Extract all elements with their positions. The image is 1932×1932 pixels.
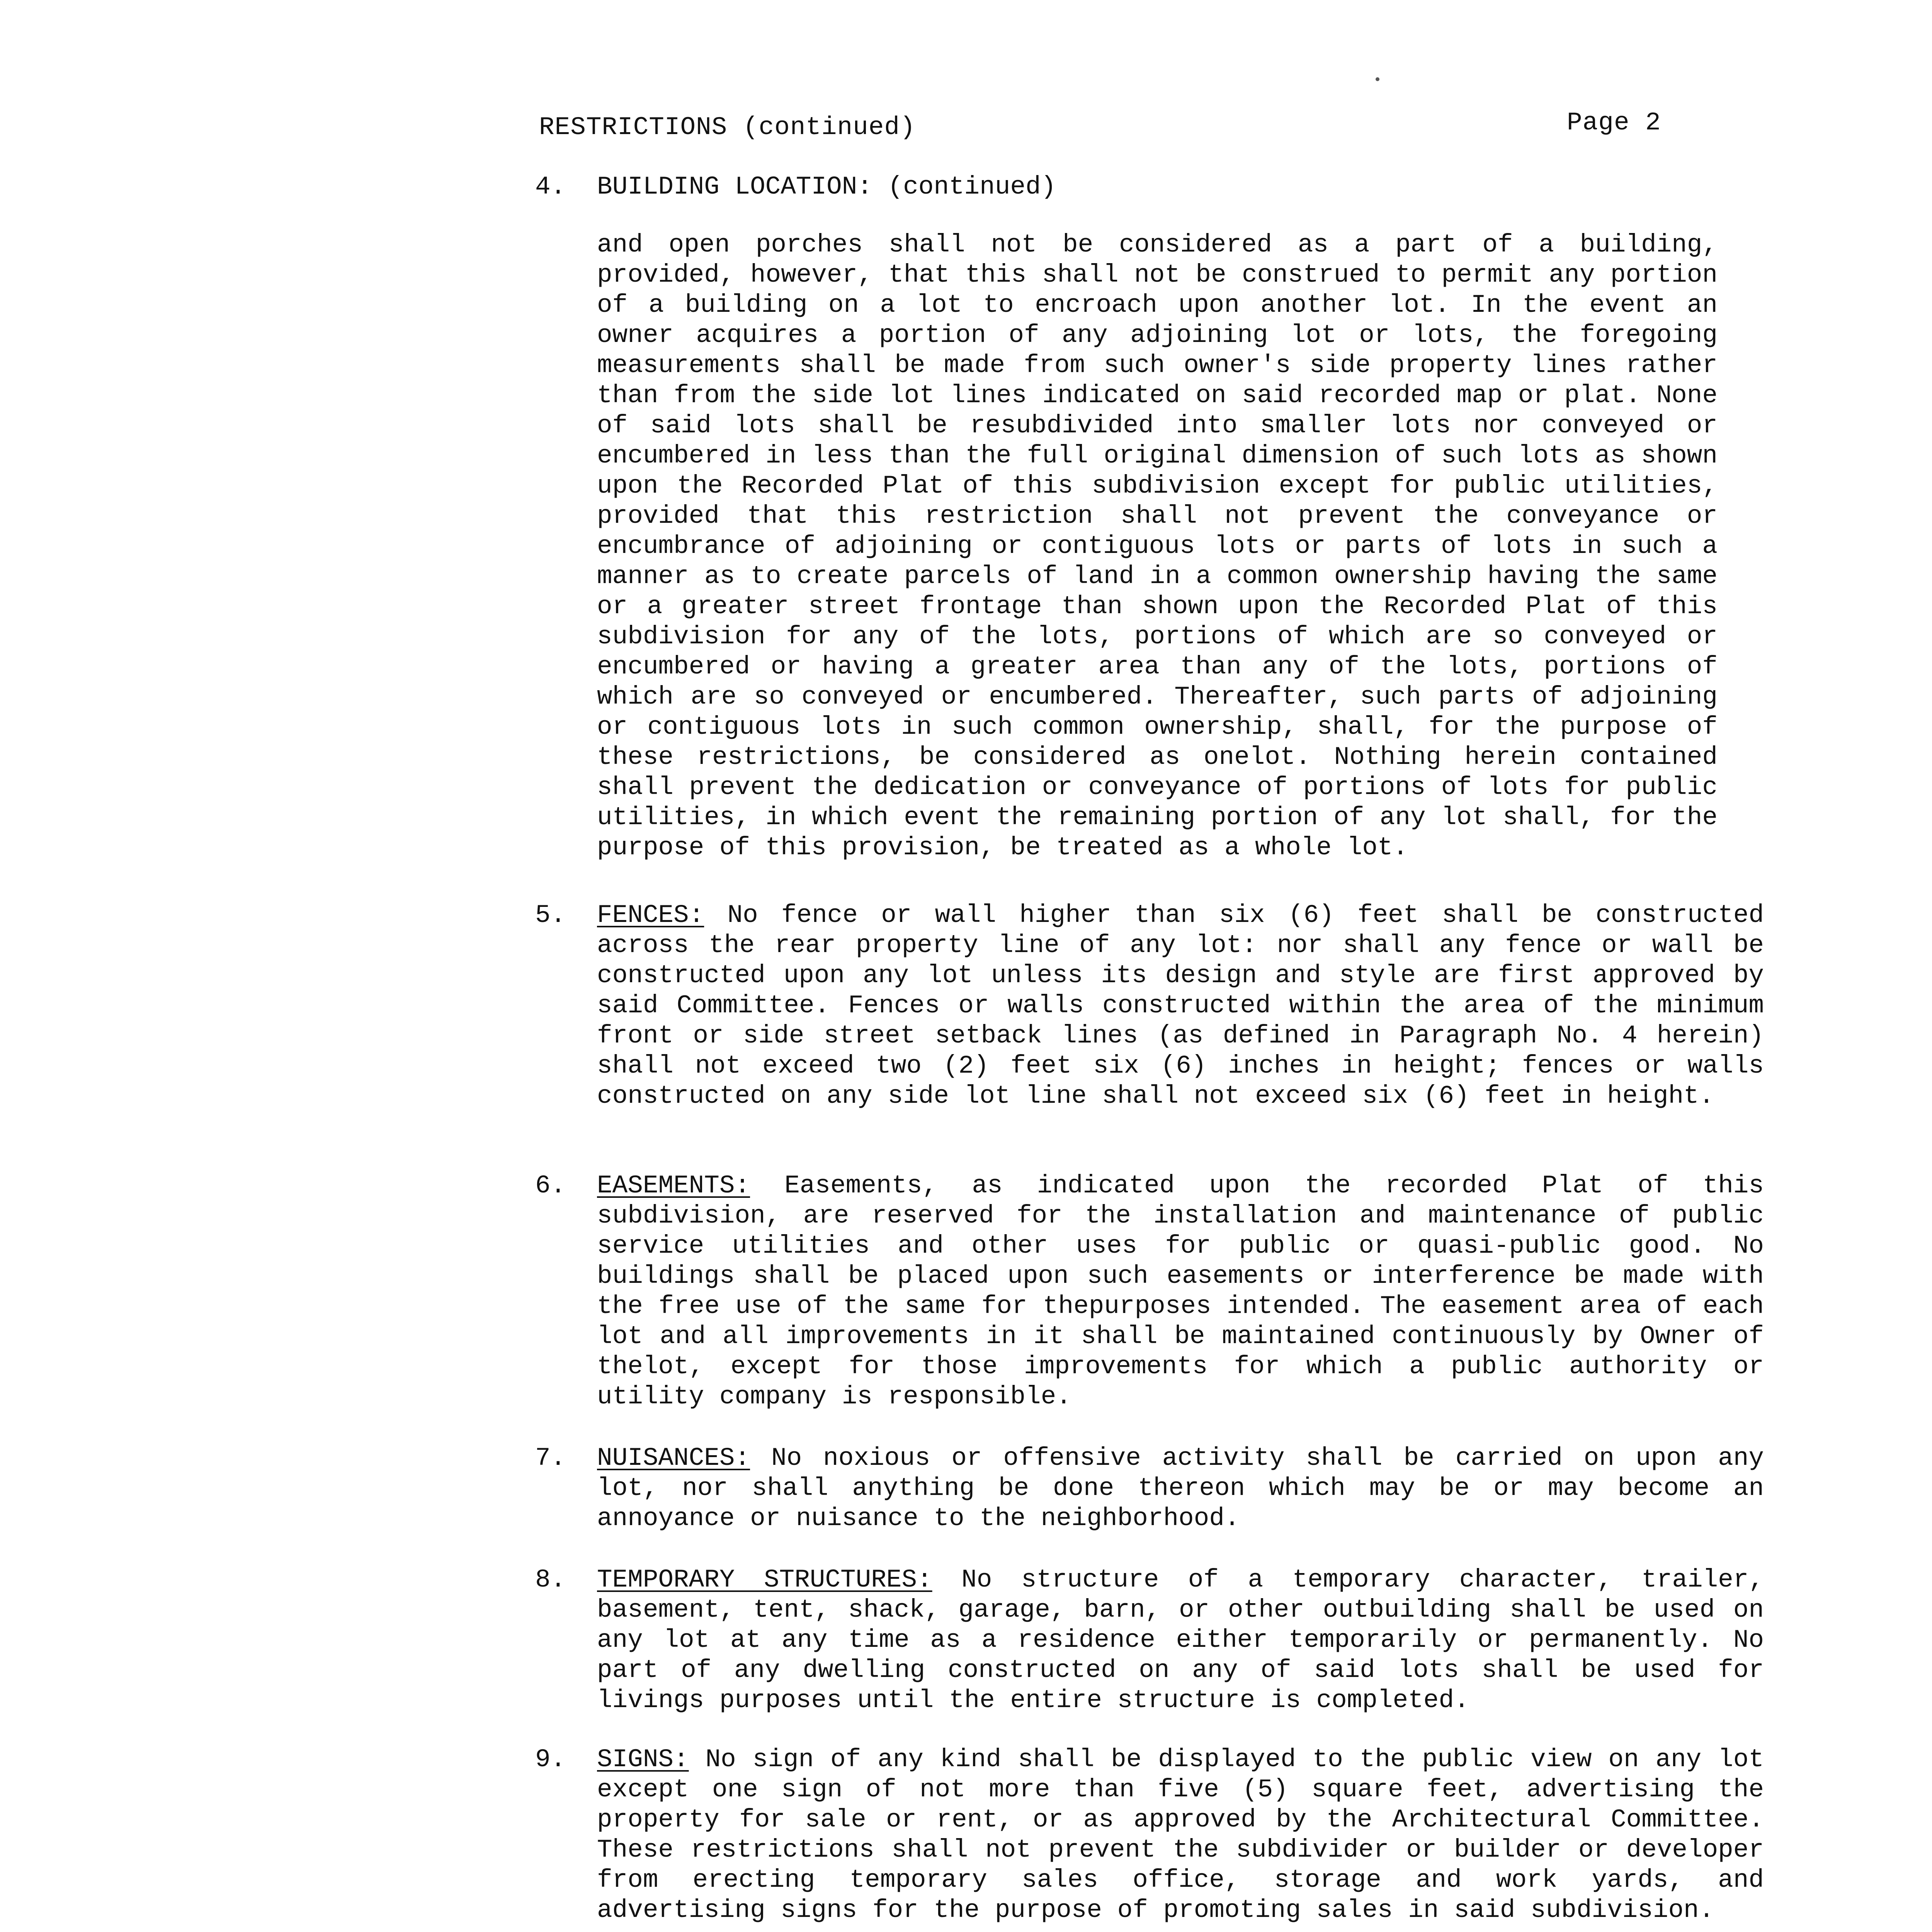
running-header: RESTRICTIONS (continued) [539,113,916,142]
section-heading: FENCES: [597,901,704,930]
section-body: No structure of a temporary character, trailer, basement, tent, shack, garage, barn, or other outbuilding shall be used on any lot at any time as a residence either temporarily or permanently. No part of any dwelling constructed on any of said lots shall be used for livings purposes until the entire structure is completed. [597,1565,1764,1715]
section-number: 9. [535,1745,566,1774]
section-heading: TEMPORARY STRUCTURES: [597,1565,932,1594]
section-number: 8. [535,1565,566,1594]
section-body: No noxious or offensive activity shall be carried on upon any lot, nor shall anything be done thereon which may be or may become an annoyance or nuisance to the neighborhood. [597,1444,1764,1533]
section-number: 5. [535,901,566,930]
scan-speck [1376,77,1379,81]
section-heading: EASEMENTS: [597,1171,750,1200]
section-body: and open porches shall not be considered as a part of a building, provided, however, that this shall not be construed to permit any portion of a building on a lot to encroach upon another lot. In the event an owner acquires a portion of any adjoining lot or lots, the foregoing measurements shall be made from such owner's side property lines rather than from the side lot lines indicated on said recorded map or plat. None of said lots shall be resubdivided into smaller lots nor conveyed or encumbered in less than the full original dimension of such lots as shown upon the Recorded Plat of this subdivision except for public utilities, provided that this restriction shall not prevent the conveyance or encumbrance of adjoining or contiguous lots or parts of lots in such a manner as to create parcels of land in a common ownership having the same or a greater street frontage than shown upon the Recorded Plat of this subdivision for any of the lots, portions of which are so conveyed or encumbered or having a greater area than any of the lots, portions of which are so conveyed or encumbered. Thereafter, such parts of adjoining or contiguous lots in such common ownership, shall, for the purpose of these restrictions, be considered as onelot. Nothing herein contained shall prevent the dedication or conveyance of portions of lots for public utilities, in which event the remaining portion of any lot shall, for the purpose of this provision, be treated as a whole lot. [597,230,1718,862]
section-body: Easements, as indicated upon the recorded Plat of this subdivision, are reserved for the installation and maintenance of public service utilities and other uses for public or quasi-public good. No buildings shall be placed upon such easements or interference be made with the free use of the same for thepurposes intended. The easement area of each lot and all improvements in it shall be maintained continuously by Owner of thelot, except for those improvements for which a public authority or utility company is responsible. [597,1171,1764,1411]
section-heading: NUISANCES: [597,1444,750,1473]
section-heading: SIGNS: [597,1745,689,1774]
section-number: 4. [535,172,566,201]
section-text [597,1171,1764,1412]
section-body: No fence or wall higher than six (6) feet shall be constructed across the rear property line of any lot: nor shall any fence or wall be constructed upon any lot unless its design and style are first approved by said Committee. Fences or walls constructed within the area of the minimum front or side street setback lines (as defined in Paragraph No. 4 herein) shall not exceed two (2) feet six (6) inches in height; fences or walls constructed on any side lot line shall not exceed six (6) feet in height. [597,901,1764,1111]
page-number: Page 2 [1567,108,1661,137]
section-number: 7. [535,1444,566,1473]
section-text [597,1443,1764,1534]
section-text [597,1745,1764,1925]
section-text [597,1565,1764,1716]
section-number: 6. [535,1171,566,1200]
section-body: No sign of any kind shall be displayed to the public view on any lot except one sign of not more than five (5) square feet, advertising the property for sale or rent, or as approved by the Architectural Committee. These restrictions shall not prevent the subdivider or builder or developer from erecting temporary sales office, storage and work yards, and advertising signs for the purpose of promoting sales in said subdivision. [597,1745,1764,1925]
section-heading: BUILDING LOCATION: (continued) [597,172,1056,201]
section-text [597,900,1764,1111]
